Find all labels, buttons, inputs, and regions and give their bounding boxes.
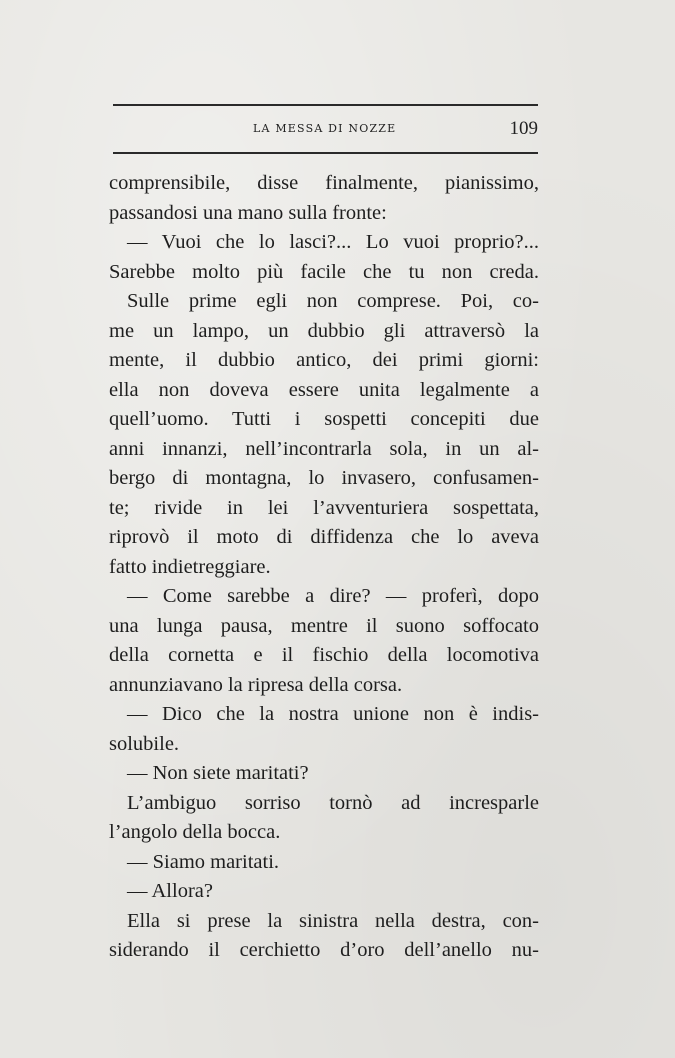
- text-line: — Dico che la nostra unione non è indis-: [127, 703, 539, 725]
- text-line: fatto indietreggiare.: [109, 555, 271, 578]
- text-line: mente, il dubbio antico, dei primi giorni:: [109, 349, 539, 371]
- text-line: riprovò il moto di diffidenza che lo aveva: [109, 526, 539, 548]
- text-line: — Non siete maritati?: [127, 762, 309, 784]
- running-title: LA MESSA DI NOZZE: [253, 122, 397, 135]
- text-line: — Vuoi che lo lasci?... Lo vuoi proprio?...: [127, 231, 539, 253]
- text-line: Sulle prime egli non comprese. Poi, co-: [127, 290, 539, 312]
- text-line: ella non doveva essere unita legalmente a: [109, 378, 539, 401]
- text-line: solubile.: [109, 732, 180, 755]
- text-line: comprensibile, disse finalmente, pianissimo,: [109, 172, 539, 194]
- text-line: Sarebbe molto più facile che tu non creda.: [109, 260, 539, 283]
- running-header: [113, 118, 538, 142]
- text-line: della cornetta e il fischio della locomotiva: [109, 644, 539, 666]
- text-line: — Siamo maritati.: [127, 850, 280, 873]
- text-line: — Allora?: [127, 880, 213, 902]
- text-line: L’ambiguo sorriso tornò ad incresparle: [127, 791, 539, 814]
- text-line: te; rivide in lei l’avventuriera sospettata,: [109, 496, 539, 519]
- text-line: anni innanzi, nell’incontrarla sola, in un al-: [109, 437, 539, 460]
- text-line: Ella si prese la sinistra nella destra, con-: [127, 909, 539, 932]
- text-line: annunziavano la ripresa della corsa.: [109, 673, 403, 696]
- page-number: 109: [509, 118, 538, 139]
- text-line: — Come sarebbe a dire? — proferì, dopo: [127, 585, 539, 607]
- text-line: siderando il cerchietto d’oro dell’anello nu-: [109, 939, 539, 961]
- text-line: quell’uomo. Tutti i sospetti concepiti due: [109, 408, 539, 430]
- header-top-rule: [113, 104, 538, 106]
- text-line: una lunga pausa, mentre il suono soffocato: [109, 614, 539, 637]
- header-bottom-rule: [113, 152, 538, 154]
- text-line: passandosi una mano sulla fronte:: [109, 201, 387, 224]
- body-text: [109, 169, 539, 966]
- text-line: bergo di montagna, lo invasero, confusamen-: [109, 467, 539, 489]
- text-line: me un lampo, un dubbio gli attraversò la: [109, 319, 539, 342]
- text-line: l’angolo della bocca.: [109, 821, 281, 843]
